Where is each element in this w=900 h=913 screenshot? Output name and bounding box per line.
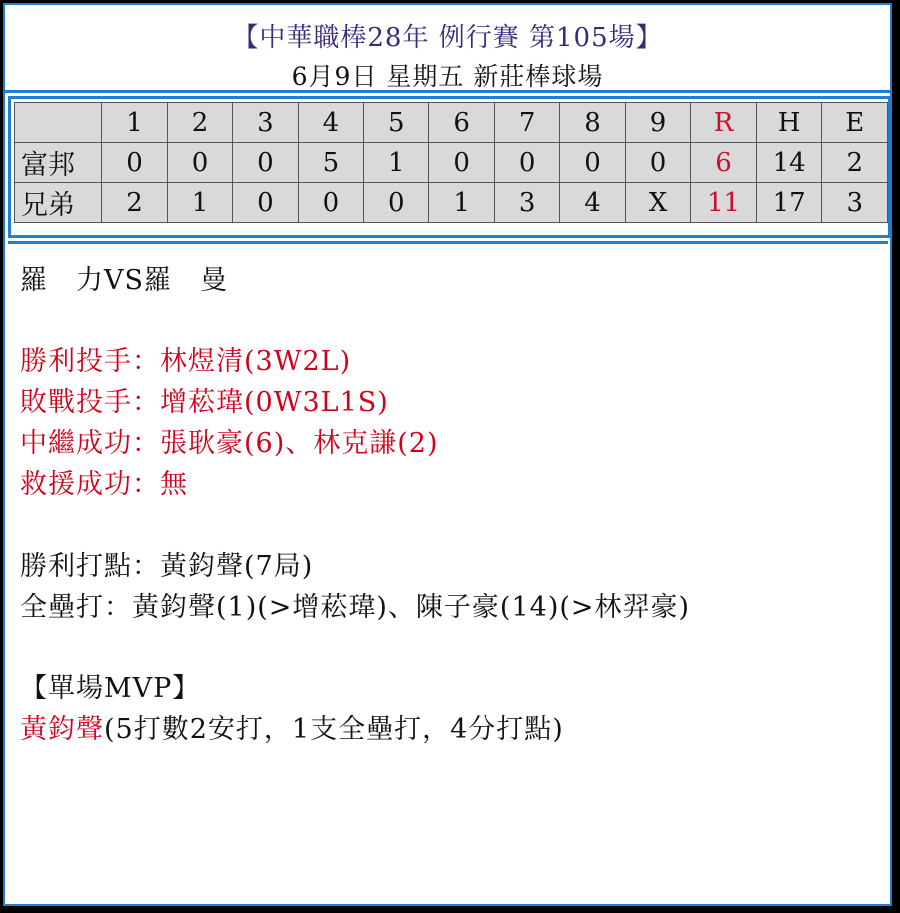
inning-score: X bbox=[625, 183, 690, 223]
inning-score: 5 bbox=[298, 143, 363, 183]
runs-total: 6 bbox=[691, 143, 757, 183]
linescore-row-home bbox=[15, 183, 888, 223]
inning-score: 0 bbox=[625, 143, 690, 183]
inning-score: 3 bbox=[494, 183, 559, 223]
inning-score: 0 bbox=[298, 183, 363, 223]
linescore-row-away bbox=[15, 143, 888, 183]
inning-score: 1 bbox=[429, 183, 494, 223]
hits-total: 17 bbox=[756, 183, 822, 223]
inning-header: 3 bbox=[233, 103, 298, 143]
errors-total: 3 bbox=[822, 183, 888, 223]
errors-header: E bbox=[822, 103, 888, 143]
losing-pitcher: 敗戰投手：增菘瑋(0W3L1S) bbox=[20, 387, 389, 418]
inning-score: 0 bbox=[233, 143, 298, 183]
game-summary-body bbox=[8, 241, 888, 903]
inning-header: 6 bbox=[429, 103, 494, 143]
header bbox=[5, 5, 890, 93]
game-summary-card bbox=[3, 3, 892, 906]
inning-score: 1 bbox=[167, 183, 232, 223]
inning-score: 0 bbox=[560, 143, 625, 183]
inning-score: 1 bbox=[364, 143, 429, 183]
game-date-venue: 6月9日 星期五 新莊棒球場 bbox=[291, 62, 604, 91]
inning-header: 2 bbox=[167, 103, 232, 143]
mvp-name: 黃鈞聲 bbox=[20, 714, 104, 745]
inning-header: 1 bbox=[102, 103, 167, 143]
winning-pitcher: 勝利投手：林煜清(3W2L) bbox=[20, 346, 352, 377]
team-name: 富邦 bbox=[15, 143, 102, 183]
winning-rbi: 勝利打點：黃鈞聲(7局) bbox=[20, 551, 314, 582]
mvp-line bbox=[20, 707, 564, 746]
hits-header: H bbox=[756, 103, 822, 143]
inning-header: 4 bbox=[298, 103, 363, 143]
inning-score: 0 bbox=[167, 143, 232, 183]
inning-header: 9 bbox=[625, 103, 690, 143]
inning-score: 0 bbox=[364, 183, 429, 223]
game-title: 【中華職棒28年 例行賽 第105場】 bbox=[232, 23, 663, 53]
mvp-stats: (5打數2安打，1支全壘打，4分打點) bbox=[104, 714, 564, 745]
inning-header: 7 bbox=[494, 103, 559, 143]
inning-score: 4 bbox=[560, 183, 625, 223]
team-name: 兄弟 bbox=[15, 183, 102, 223]
inning-score: 0 bbox=[233, 183, 298, 223]
runs-header: R bbox=[691, 103, 757, 143]
inning-header: 8 bbox=[560, 103, 625, 143]
mvp-header: 【單場MVP】 bbox=[20, 673, 201, 704]
inning-score: 0 bbox=[494, 143, 559, 183]
header-blank-cell bbox=[15, 103, 102, 143]
runs-total: 11 bbox=[691, 183, 757, 223]
hits-total: 14 bbox=[756, 143, 822, 183]
inning-score: 0 bbox=[102, 143, 167, 183]
starting-pitchers: 羅 力VS羅 曼 bbox=[20, 265, 228, 296]
holds: 中繼成功：張耿豪(6)、林克謙(2) bbox=[20, 428, 439, 459]
errors-total: 2 bbox=[822, 143, 888, 183]
linescore-table bbox=[14, 102, 888, 223]
inning-header: 5 bbox=[364, 103, 429, 143]
inning-score: 2 bbox=[102, 183, 167, 223]
scoreboard bbox=[8, 96, 891, 238]
linescore-header-row bbox=[15, 103, 888, 143]
save: 救援成功：無 bbox=[20, 469, 188, 500]
home-runs: 全壘打：黃鈞聲(1)(>增菘瑋)、陳子豪(14)(>林羿豪) bbox=[20, 592, 691, 623]
inning-score: 0 bbox=[429, 143, 494, 183]
